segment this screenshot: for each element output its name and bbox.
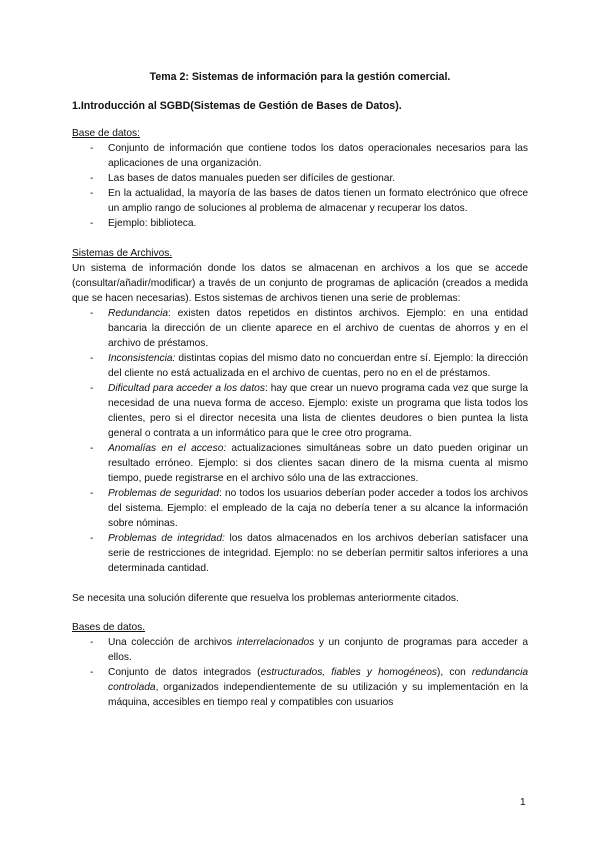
term: Anomalías en el acceso: xyxy=(108,443,227,454)
definition: distintas copias del mismo dato no concuerdan entre sí. Ejemplo: la dirección del cliente no está actualizada en el archivo de cuentas, pero no en el de préstamos. xyxy=(108,353,528,379)
text-segment: y un conjunto de programas para acceder a ellos. xyxy=(108,637,528,663)
bases-de-datos-list xyxy=(72,635,528,710)
text-segment: ), con xyxy=(436,667,472,678)
page-content xyxy=(72,68,528,710)
spacer xyxy=(72,606,528,620)
definition: : hay que crear un nuevo programa cada vez que surge la necesidad de una nueva forma de acceso. Ejemplo: existe un programa que lista todos los clientes, pero si el director necesita una lista de clientes deudores o bien puntea la lista general o contrata a un informático para que le cree otro programa. xyxy=(108,383,528,439)
term: Redundancia xyxy=(108,308,169,319)
list-item xyxy=(72,486,528,531)
list-item xyxy=(72,351,528,381)
base-de-datos-list xyxy=(72,141,528,231)
list-item xyxy=(72,306,528,351)
term: Inconsistencia: xyxy=(108,353,176,364)
spacer xyxy=(72,231,528,246)
emphasis: estructurados, fiables y homogéneos xyxy=(260,667,437,678)
definition: : no todos los usuarios deberían poder acceder a todos los archivos del sistema. Ejemplo: el empleado de la caja no debería tener a su alcance la información sobre nóminas. xyxy=(108,488,528,529)
spacer xyxy=(72,576,528,591)
definition: actualizaciones simultáneas sobre un dato pueden originar un resultado erróneo. Ejemplo: si dos clientes sacan dinero de la misma cuenta al mismo tiempo, puede registrarse en el archivo sólo una de las extracciones. xyxy=(108,443,528,484)
definition: los datos almacenados en los archivos deberían satisfacer una serie de restricciones de integridad. Ejemplo: no se deberían permitir saltos inferiores a una determinada cantidad. xyxy=(108,533,528,574)
definition: : existen datos repetidos en distintos archivos. Ejemplo: en una entidad bancaria la dirección de un cliente aparece en el archivo de cuentas de ahorros y en el archivo de préstamos. xyxy=(108,308,528,349)
list-item: - Conjunto de información que contiene todos los datos operacionales necesarios para las aplicaciones de una organización. xyxy=(72,141,528,171)
term: Problemas de integridad: xyxy=(108,533,225,544)
problemas-list xyxy=(72,306,528,576)
conclusion-paragraph: Se necesita una solución diferente que resuelva los problemas anteriormente citados. xyxy=(72,593,459,604)
list-item xyxy=(72,381,528,441)
list-item xyxy=(72,635,528,665)
list-item xyxy=(72,665,528,710)
section-heading-intro: 1.Introducción al SGBD(Sistemas de Gestión de Bases de Datos). xyxy=(72,100,402,112)
subheading-sistemas-de-archivos: Sistemas de Archivos. xyxy=(72,248,173,259)
subheading-bases-de-datos: Bases de datos. xyxy=(72,622,146,633)
text-segment: Una colección de archivos xyxy=(108,637,237,648)
list-item: - En la actualidad, la mayoría de las bases de datos tienen un formato electrónico que ofrece un amplio rango de soluciones al problema de almacenar y recuperar los datos. xyxy=(72,186,528,216)
subheading-base-de-datos: Base de datos: xyxy=(72,128,140,139)
list-item xyxy=(72,531,528,576)
emphasis: redundancia controlada xyxy=(108,667,528,693)
page-number: 1 xyxy=(520,797,526,808)
document-title: Tema 2: Sistemas de información para la gestión comercial. xyxy=(149,71,451,83)
term: Problemas de seguridad xyxy=(108,488,220,499)
list-item: - Ejemplo: biblioteca. xyxy=(72,216,528,231)
text-segment: , organizados independientemente de su utilización y su implementación en la máquina, accesibles en tiempo real y compatibles con usuarios xyxy=(108,682,528,708)
list-item xyxy=(72,441,528,486)
archivos-intro-paragraph: Un sistema de información donde los datos se almacenan en archivos a los que se accede (consultar/añadir/modificar) a través de un conjunto de programas de aplicación (creados a medida que se hacen necesarias). Estos sistemas de archivos tienen una serie de problemas: xyxy=(72,263,528,304)
term: Dificultad para acceder a los datos xyxy=(108,383,265,394)
list-item: - Las bases de datos manuales pueden ser difíciles de gestionar. xyxy=(72,171,528,186)
text-segment: Conjunto de datos integrados ( xyxy=(108,667,261,678)
emphasis: interrelacionados xyxy=(236,637,315,648)
